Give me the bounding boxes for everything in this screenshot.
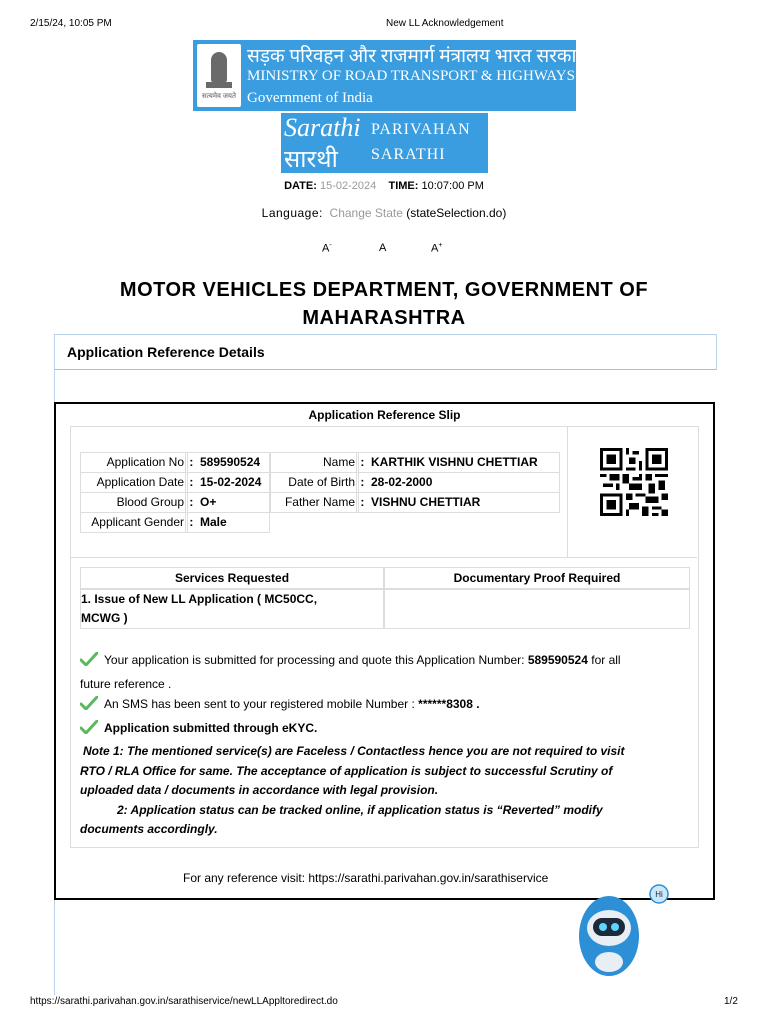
date-value: 15-02-2024 (319, 180, 377, 192)
department-line2: MAHARASHTRA (302, 307, 466, 329)
message-sms: An SMS has been sent to your registered mobile Number : ******8308 . (80, 696, 480, 711)
message-submitted: Your application is submitted for processing and quote this Application Number: 589590524 for all (80, 652, 690, 667)
name-cell: : KARTHIK VISHNU CHETTIAR (356, 452, 560, 473)
app-no-value: 589590524 (200, 455, 261, 469)
print-timestamp: 2/15/24, 10:05 PM (30, 18, 112, 29)
services-requested-header: Services Requested (80, 567, 384, 589)
divider (70, 557, 697, 558)
time-value: 10:07:00 PM (421, 180, 484, 192)
gender-value: Male (200, 515, 227, 529)
message-reference: future reference . (80, 677, 172, 691)
note1-line1: Note 1: The mentioned service(s) are Faceless / Contactless hence you are not required to visit (83, 744, 625, 758)
department-title (0, 276, 768, 332)
documentary-proof-header: Documentary Proof Required (384, 567, 690, 589)
dob-cell: : 28-02-2000 (356, 472, 560, 493)
change-state-link[interactable]: Change State (329, 206, 403, 220)
date-time (0, 180, 768, 192)
font-decrease-button[interactable]: A- (322, 242, 332, 255)
time-label: TIME: (388, 180, 419, 192)
print-title: New LL Acknowledgement (386, 18, 504, 29)
divider (567, 426, 568, 558)
font-increase-button[interactable]: A+ (431, 242, 443, 255)
sarathi-latin: Sarathi (284, 113, 361, 142)
chatbot-badge: Hi (655, 890, 663, 899)
dob-label: Date of Birth (270, 472, 359, 493)
app-date-cell: : 15-02-2024 (185, 472, 270, 493)
father-cell: : VISHNU CHETTIAR (356, 492, 560, 513)
reference-link[interactable]: For any reference visit: https://sarathi.parivahan.gov.in/sarathiservice (183, 871, 549, 885)
proof-cell (384, 589, 690, 629)
name-value: KARTHIK VISHNU CHETTIAR (371, 455, 538, 469)
note1-line3: uploaded data / documents in accordance with legal provision. (80, 783, 439, 797)
gender-cell: : Male (185, 512, 270, 533)
dob-value: 28-02-2000 (371, 475, 433, 489)
chatbot-robot-icon[interactable] (577, 880, 669, 980)
font-normal-button[interactable]: A (379, 242, 387, 254)
check-icon (80, 720, 98, 734)
message-app-no: 589590524 (527, 653, 588, 667)
check-icon (80, 696, 98, 710)
gender-label: Applicant Gender (80, 512, 188, 533)
blood-value: O+ (200, 495, 217, 509)
card-header (54, 334, 717, 370)
app-no-cell: : 589590524 (185, 452, 270, 473)
card-title: Application Reference Details (67, 344, 265, 360)
sarathi-hindi: सारथी (284, 147, 338, 173)
message-ekyc: Application submitted through eKYC. (80, 720, 317, 735)
app-date-value: 15-02-2024 (200, 475, 262, 489)
sarathi-line1: PARIVAHAN (371, 121, 471, 138)
note2-line1: 2: Application status can be tracked online, if application status is “Reverted” modify (117, 802, 603, 817)
government-of-india: Government of India (247, 90, 373, 106)
qr-code-icon (600, 448, 668, 516)
note1-line2: RTO / RLA Office for same. The acceptance of application is subject to successful Scrutiny of (80, 763, 613, 778)
slip-title: Application Reference Slip (308, 408, 461, 422)
blood-label: Blood Group (80, 492, 188, 513)
sarathi-logo (281, 113, 488, 173)
father-value: VISHNU CHETTIAR (371, 495, 481, 509)
footer-url: https://sarathi.parivahan.gov.in/sarathiservice/newLLAppltoredirect.do (30, 996, 338, 1007)
language-row (0, 206, 768, 220)
note2-line2: documents accordingly. (80, 822, 218, 836)
app-no-label: Application No (80, 452, 188, 473)
national-emblem-icon (197, 44, 241, 107)
service-item-line1: 1. Issue of New LL Application ( MC50CC, (81, 592, 318, 606)
app-date-label: Application Date (80, 472, 188, 493)
father-label: Father Name (270, 492, 359, 513)
blood-cell: : O+ (185, 492, 270, 513)
emblem-motto: सत्यमेव जयते (202, 92, 236, 100)
language-label: Language: (261, 206, 323, 220)
notes (80, 742, 625, 840)
ministry-english: MINISTRY OF ROAD TRANSPORT & HIGHWAYS (247, 68, 575, 84)
check-icon (80, 652, 98, 666)
sarathi-line2: SARATHI (371, 146, 446, 163)
footer-page: 1/2 (724, 996, 738, 1007)
message-mobile: ******8308 . (418, 697, 480, 711)
service-item-line2: MCWG ) (81, 611, 128, 625)
ministry-banner (193, 40, 585, 111)
date-label: DATE: (284, 180, 317, 192)
ministry-hindi: सड़क परिवहन और राजमार्ग मंत्रालय भारत सरकार (247, 46, 585, 67)
name-label: Name (270, 452, 359, 473)
change-state-target: (stateSelection.do) (406, 206, 507, 220)
service-item-cell (80, 589, 384, 629)
department-line1: MOTOR VEHICLES DEPARTMENT, GOVERNMENT OF (119, 279, 649, 301)
